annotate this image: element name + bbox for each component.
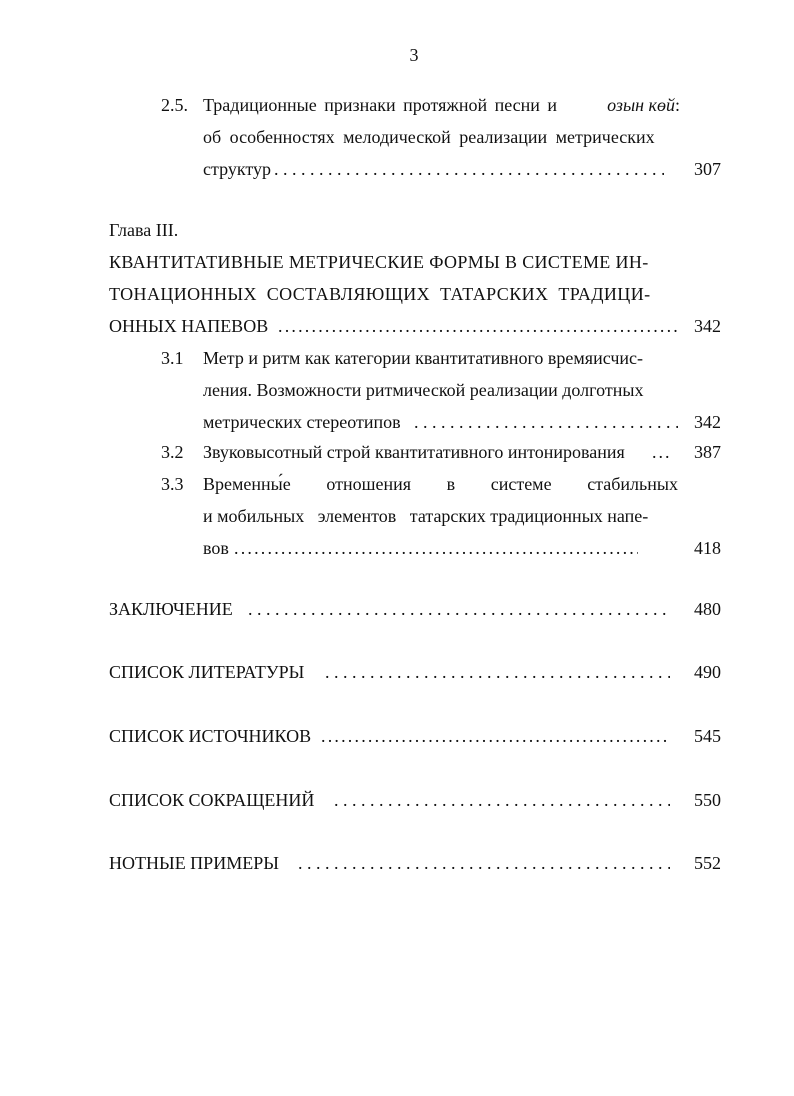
- toc-entry-line: Метр и ритм как категории квантитативного времяисчис-: [203, 348, 644, 368]
- chapter-label: Глава III.: [109, 220, 179, 240]
- toc-entry-line: Звуковысотный строй квантитативного интонирования: [203, 442, 625, 462]
- italic-term: озын көй: [607, 95, 675, 115]
- toc-page-number: 342: [694, 412, 721, 432]
- toc-entry-line: и мобильных элементов татарских традиционных напе-: [203, 506, 649, 526]
- toc-entry-number: 2.5.: [161, 95, 188, 115]
- toc-page-number: 418: [694, 538, 721, 558]
- toc-entry-line: вов: [203, 538, 229, 558]
- chapter-title-line: ТОНАЦИОННЫХ СОСТАВЛЯЮЩИХ ТАТАРСКИХ ТРАДИЦИ-: [109, 284, 651, 304]
- toc-page-number: 387: [694, 442, 721, 462]
- toc-page-number: 552: [694, 853, 721, 873]
- toc-entry-line: [203, 473, 678, 495]
- word: в: [446, 474, 456, 494]
- leader-dots: [414, 411, 678, 433]
- word: стабильных: [587, 474, 678, 494]
- leader-dots: [248, 598, 670, 620]
- page-number: 3: [409, 45, 419, 65]
- toc-page-number: 307: [694, 159, 721, 179]
- toc-page-number: 545: [694, 726, 721, 746]
- toc-entry-label: НОТНЫЕ ПРИМЕРЫ: [109, 853, 279, 873]
- word: Временны́е: [203, 474, 291, 494]
- chapter-title-line: ОННЫХ НАПЕВОВ: [109, 316, 269, 336]
- toc-entry-line: метрических стереотипов: [203, 412, 401, 432]
- leader-dots: ...: [652, 442, 672, 462]
- toc-entry-number: 3.3: [161, 474, 184, 494]
- leader-dots: [298, 852, 670, 874]
- toc-page-number: 490: [694, 662, 721, 682]
- toc-entry-line: ления. Возможности ритмической реализации долготных: [203, 380, 644, 400]
- toc-entry-label: СПИСОК ЛИТЕРАТУРЫ: [109, 662, 305, 682]
- word: отношения: [326, 474, 411, 494]
- leader-dots: [234, 537, 638, 559]
- toc-entry-line: об особенностях мелодической реализации метрических: [203, 127, 655, 147]
- leader-dots: [274, 158, 664, 180]
- toc-entry-label: СПИСОК ИСТОЧНИКОВ: [109, 726, 312, 746]
- toc-page-number: 550: [694, 790, 721, 810]
- leader-dots: [334, 789, 670, 811]
- word: системе: [490, 474, 552, 494]
- toc-entry-line: структур: [203, 159, 271, 179]
- toc-entry-italic-text: [607, 94, 680, 116]
- colon: :: [674, 95, 680, 115]
- toc-entry-number: 3.2: [161, 442, 184, 462]
- leader-dots: [325, 661, 670, 683]
- leader-dots: [321, 725, 670, 747]
- toc-entry-label: СПИСОК СОКРАЩЕНИЙ: [109, 790, 315, 810]
- toc-entry-line: [203, 94, 680, 116]
- toc-entry-number: 3.1: [161, 348, 184, 368]
- toc-page-number: 480: [694, 599, 721, 619]
- toc-entry-text: Традиционные признаки протяжной песни и: [203, 95, 558, 115]
- toc-entry-label: ЗАКЛЮЧЕНИЕ: [109, 599, 233, 619]
- chapter-title-line: КВАНТИТАТИВНЫЕ МЕТРИЧЕСКИЕ ФОРМЫ В СИСТЕМЕ ИН-: [109, 252, 649, 272]
- leader-dots: [278, 315, 678, 337]
- toc-page-number: 342: [694, 316, 721, 336]
